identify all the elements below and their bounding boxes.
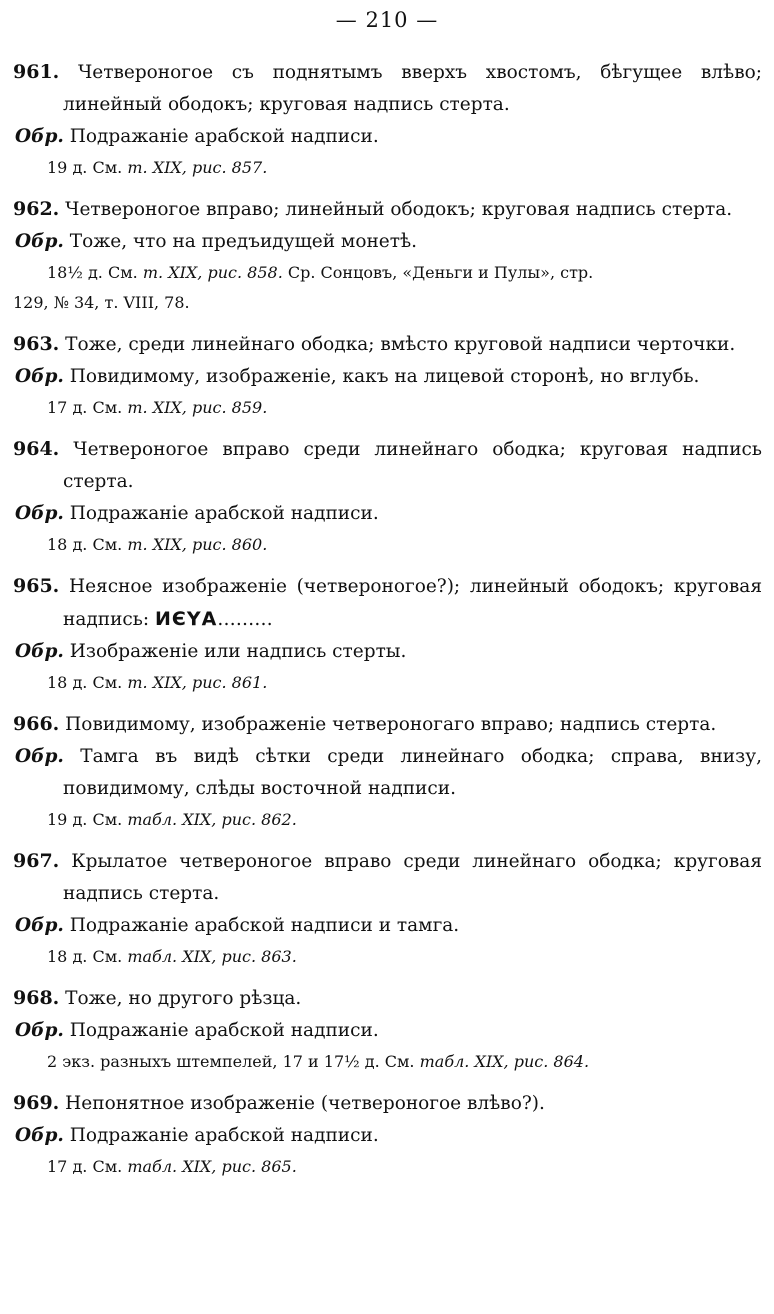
entry-text: Четвероногое съ поднятымъ вверхъ хвостомъ, бѣгущее влѣво; bbox=[77, 62, 762, 83]
entry-text: Крылатое четвероногое вправо среди линейнаго ободка; круговая bbox=[71, 851, 762, 872]
entry-description-line bbox=[13, 1087, 762, 1120]
ref-ris: рис. bbox=[191, 673, 227, 692]
obverse-text: Повидимому, изображеніе, какъ на лицевой сторонѣ, но вглубь. bbox=[69, 366, 700, 387]
ref-roman: XIX, bbox=[168, 263, 203, 282]
entry-description-line bbox=[13, 328, 762, 361]
ref-size: 18 д. См. bbox=[47, 673, 123, 692]
catalog-entry-964 bbox=[0, 433, 774, 560]
entry-description-line bbox=[63, 603, 762, 636]
ref-roman: XIX, bbox=[182, 1157, 217, 1176]
obverse-line bbox=[15, 121, 762, 153]
ref-ris: рис. bbox=[191, 398, 227, 417]
obverse-label: Обр. bbox=[15, 746, 64, 767]
obverse-line bbox=[15, 636, 762, 668]
ref-roman: XIX, bbox=[152, 673, 187, 692]
ref-size: 17 д. См. bbox=[47, 1157, 123, 1176]
ref-tail: Ср. Сонцовъ, «Деньги и Пулы», стр. bbox=[287, 263, 594, 282]
ref-table: т. bbox=[127, 398, 148, 417]
catalog-entry-962 bbox=[0, 193, 774, 318]
obverse-label: Обр. bbox=[15, 366, 64, 387]
ref-table: табл. bbox=[419, 1052, 470, 1071]
reference-line bbox=[47, 805, 762, 835]
legend-ellipsis: ……… bbox=[217, 609, 273, 630]
entry-text: Неясное изображеніе (четвероногое?); линейный ободокъ; круговая bbox=[68, 576, 762, 597]
obverse-text: Подражаніе арабской надписи и тамга. bbox=[69, 915, 460, 936]
entry-description-line: линейный ободокъ; круговая надпись стерта. bbox=[63, 94, 510, 115]
reference-line bbox=[47, 1152, 762, 1182]
catalog-entry-965 bbox=[0, 570, 774, 698]
ref-fig: 859. bbox=[231, 398, 268, 417]
obverse-label: Обр. bbox=[15, 231, 64, 252]
ref-ris: рис. bbox=[221, 947, 257, 966]
obverse-label: Обр. bbox=[15, 503, 64, 524]
entry-number: 964. bbox=[13, 438, 60, 460]
ref-ris: рис. bbox=[221, 1157, 257, 1176]
ref-ris: рис. bbox=[221, 810, 257, 829]
reference-line bbox=[47, 153, 762, 183]
reference-line bbox=[47, 942, 762, 972]
ref-ris: рис. bbox=[207, 263, 243, 282]
catalog-entry-969 bbox=[0, 1087, 774, 1182]
obverse-text: Подражаніе арабской надписи. bbox=[69, 1020, 379, 1041]
entry-description-line: стерта. bbox=[63, 471, 134, 492]
ref-table: т. bbox=[127, 535, 148, 554]
catalog-entry-963 bbox=[0, 328, 774, 423]
entry-number: 966. bbox=[13, 713, 60, 735]
obverse-line bbox=[15, 741, 762, 773]
entry-number: 967. bbox=[13, 850, 60, 872]
ref-fig: 864. bbox=[553, 1052, 590, 1071]
ref-size: 2 экз. разныхъ штемпелей, 17 и 17½ д. См. bbox=[47, 1052, 415, 1071]
catalog-entry-968 bbox=[0, 982, 774, 1077]
obverse-text: Тамга въ видѣ сѣтки среди линейнаго ободка; справа, внизу, bbox=[80, 746, 762, 767]
reference-line bbox=[47, 393, 762, 423]
obverse-line bbox=[15, 226, 762, 258]
catalog-entry-966 bbox=[0, 708, 774, 835]
coin-legend: ИЄΥΑ bbox=[154, 608, 218, 630]
entry-description-line bbox=[13, 193, 762, 226]
entry-description-line bbox=[13, 708, 762, 741]
entry-number: 968. bbox=[13, 987, 60, 1009]
ref-table: т. bbox=[142, 263, 164, 282]
entry-text: Четвероногое вправо среди линейнаго ободка; круговая надпись bbox=[73, 439, 762, 460]
obverse-line: повидимому, слѣды восточной надписи. bbox=[63, 778, 456, 799]
obverse-text: Подражаніе арабской надписи. bbox=[69, 503, 379, 524]
entry-number: 961. bbox=[13, 61, 60, 83]
reference-line bbox=[47, 668, 762, 698]
entry-text: Четвероногое вправо; линейный ободокъ; круговая надпись стерта. bbox=[65, 199, 733, 220]
entry-text: Тоже, но другого рѣзца. bbox=[65, 988, 302, 1009]
entry-description-line bbox=[13, 570, 762, 603]
obverse-label: Обр. bbox=[15, 1125, 64, 1146]
obverse-line bbox=[15, 361, 762, 393]
entry-description-line bbox=[13, 433, 762, 466]
obverse-label: Обр. bbox=[15, 126, 64, 147]
ref-table: т. bbox=[127, 158, 148, 177]
obverse-text: Изображеніе или надпись стерты. bbox=[69, 641, 407, 662]
catalog-entry-967 bbox=[0, 845, 774, 972]
ref-size: 17 д. См. bbox=[47, 398, 123, 417]
reference-line bbox=[47, 1047, 762, 1077]
ref-fig: 865. bbox=[261, 1157, 297, 1176]
entry-text: надпись: bbox=[63, 609, 150, 630]
ref-ris: рис. bbox=[191, 535, 227, 554]
ref-size: 18 д. См. bbox=[47, 947, 123, 966]
ref-fig: 861. bbox=[231, 673, 268, 692]
obverse-text: Подражаніе арабской надписи. bbox=[69, 126, 379, 147]
ref-roman: XIX, bbox=[152, 158, 187, 177]
ref-table: табл. bbox=[127, 947, 178, 966]
obverse-line bbox=[15, 1120, 762, 1152]
ref-roman: XIX, bbox=[152, 398, 187, 417]
obverse-text: Тоже, что на предъидущей монетѣ. bbox=[69, 231, 418, 252]
ref-fig: 858. bbox=[247, 263, 283, 282]
entry-number: 963. bbox=[13, 333, 60, 355]
entry-number: 962. bbox=[13, 198, 60, 220]
ref-fig: 857. bbox=[231, 158, 268, 177]
entry-number: 969. bbox=[13, 1092, 60, 1114]
ref-table: т. bbox=[127, 673, 148, 692]
obverse-line bbox=[15, 498, 762, 530]
obverse-label: Обр. bbox=[15, 1020, 64, 1041]
ref-fig: 863. bbox=[261, 947, 297, 966]
reference-line: 129, № 34, т. VIII, 78. bbox=[13, 293, 190, 312]
obverse-text: Подражаніе арабской надписи. bbox=[69, 1125, 379, 1146]
entry-description-line bbox=[13, 982, 762, 1015]
ref-table: табл. bbox=[127, 1157, 178, 1176]
ref-size: 19 д. См. bbox=[47, 158, 123, 177]
obverse-line bbox=[15, 910, 762, 942]
ref-roman: XIX, bbox=[474, 1052, 509, 1071]
ref-ris: рис. bbox=[191, 158, 227, 177]
ref-size: 18 д. См. bbox=[47, 535, 123, 554]
obverse-line bbox=[15, 1015, 762, 1047]
reference-line bbox=[47, 258, 762, 288]
entry-description-line bbox=[13, 56, 762, 89]
entry-text: Тоже, среди линейнаго ободка; вмѣсто круговой надписи черточки. bbox=[65, 334, 736, 355]
entry-number: 965. bbox=[13, 575, 60, 597]
ref-size: 19 д. См. bbox=[47, 810, 123, 829]
entry-text: Непонятное изображеніе (четвероногое влѣво?). bbox=[65, 1093, 545, 1114]
ref-roman: XIX, bbox=[182, 810, 217, 829]
ref-ris: рис. bbox=[513, 1052, 549, 1071]
ref-size: 18½ д. См. bbox=[47, 263, 138, 282]
catalog-entries bbox=[0, 56, 774, 1192]
ref-roman: XIX, bbox=[152, 535, 187, 554]
entry-text: Повидимому, изображеніе четвероногаго вправо; надпись стерта. bbox=[65, 714, 717, 735]
ref-fig: 860. bbox=[231, 535, 268, 554]
entry-description-line: надпись стерта. bbox=[63, 883, 220, 904]
ref-table: табл. bbox=[127, 810, 178, 829]
page-number: — 210 — bbox=[335, 8, 439, 32]
ref-roman: XIX, bbox=[182, 947, 217, 966]
ref-fig: 862. bbox=[261, 810, 297, 829]
entry-description-line bbox=[13, 845, 762, 878]
catalog-entry-961 bbox=[0, 56, 774, 183]
reference-line bbox=[47, 530, 762, 560]
obverse-label: Обр. bbox=[15, 641, 64, 662]
obverse-label: Обр. bbox=[15, 915, 64, 936]
